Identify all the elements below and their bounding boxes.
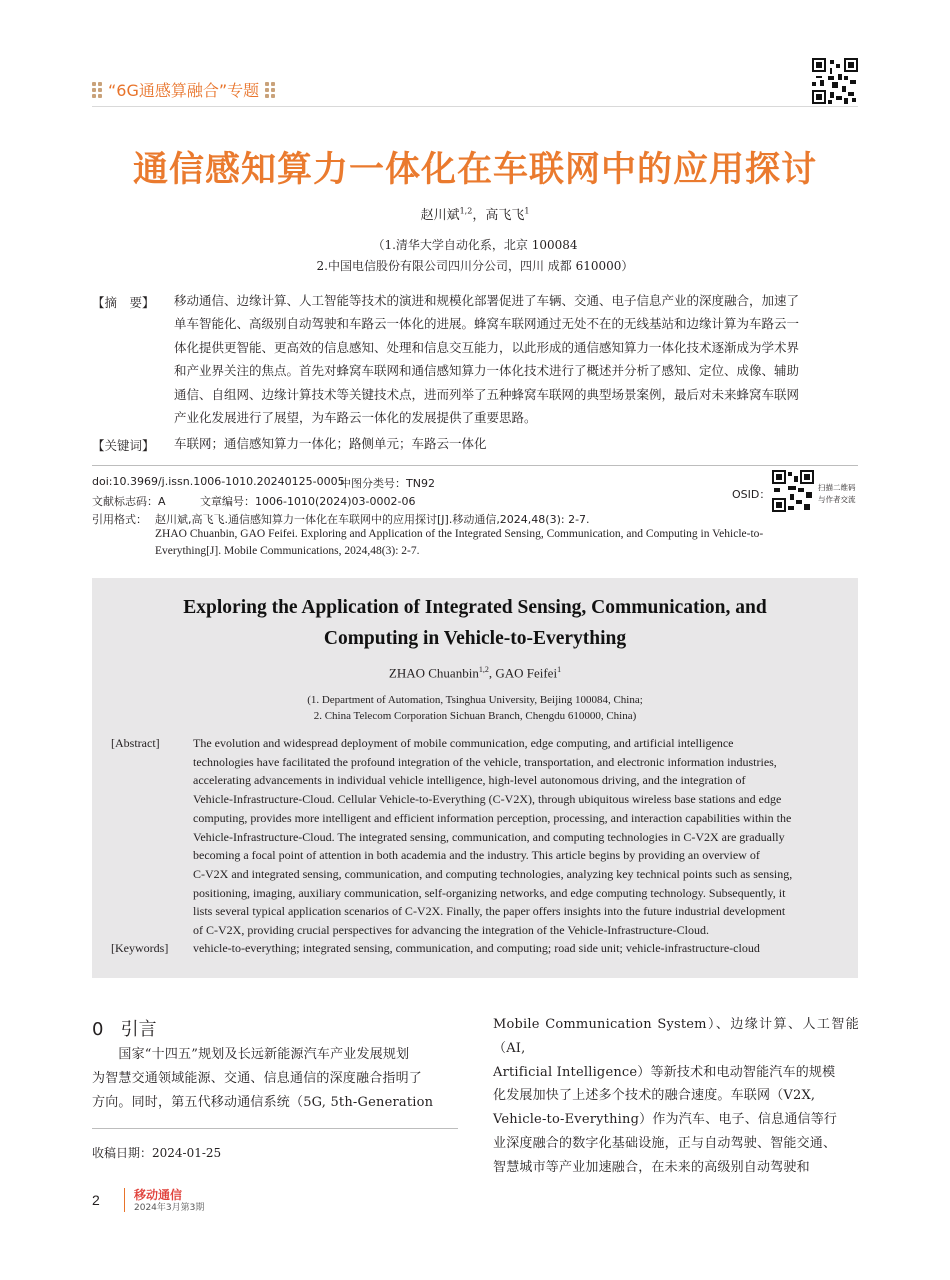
- affiliation-cn-1: （1.清华大学自动化系，北京 100084: [372, 238, 578, 252]
- doi: doi:10.3969/j.issn.1006-1010.20240125-0005: [92, 475, 345, 488]
- qr-caption-2: 与作者交流: [818, 495, 856, 504]
- footer-divider: [124, 1188, 125, 1212]
- english-abstract-label: [Abstract]: [111, 736, 160, 750]
- page-number: 2: [92, 1192, 100, 1208]
- abstract-cn-label: 【摘 要】: [92, 295, 155, 310]
- osid-label: OSID：: [732, 488, 771, 501]
- received-date: 收稿日期：2024-01-25: [92, 1146, 222, 1160]
- article-number: 文章编号：1006-1010(2024)03-0002-06: [200, 495, 416, 508]
- body-left-column: 国家“十四五”规划及长远新能源汽车产业发展规划 为智慧交通领域能源、交通、信息通信的深度融合指明了 方向。同时，第五代移动通信系统（5G, 5th-Generation: [92, 1047, 434, 1110]
- osid-qr-code-icon: [772, 470, 814, 512]
- english-keywords: vehicle-to-everything; integrated sensing, communication, and computing; road side unit; vehicle-infrastructure-cloud: [193, 941, 760, 955]
- section-heading: 0 引言: [92, 1019, 157, 1040]
- special-topic-label: “6G通感算融合”专题: [108, 81, 260, 100]
- affiliation-cn-2: 2.中国电信股份有限公司四川分公司，四川 成都 610000）: [316, 259, 634, 273]
- authors-cn: 赵川斌$^{1,2}$，高飞飞$^1$: [420, 206, 530, 223]
- citation-en-2: Everything[J]. Mobile Communications, 2024,48(3): 2-7.: [155, 545, 420, 557]
- english-affiliation-2: 2. China Telecom Corporation Sichuan Branch, Chengdu 610000, China): [313, 710, 637, 722]
- keywords-cn: 车联网；通信感知算力一体化；路侧单元；车路云一体化: [174, 436, 487, 451]
- document-code: 文献标志码：A: [92, 495, 166, 508]
- english-keywords-label: [Keywords]: [111, 941, 169, 955]
- clc-number: 中图分类号：TN92: [340, 477, 435, 490]
- meta-divider: [92, 465, 858, 466]
- english-authors: ZHAO Chuanbin$^{1,2}$, GAO Feifei$^1$: [388, 665, 562, 681]
- qr-code-icon: [812, 58, 858, 104]
- dots-ornament-icon: [92, 82, 102, 98]
- paper-title: 通信感知算力一体化在车联网中的应用探讨: [132, 150, 817, 190]
- english-title: Exploring the Application of Integrated Sensing, Communication, and Computing in Vehicle-to-Everything: [183, 597, 767, 649]
- footnote-divider: [92, 1128, 458, 1129]
- dots-ornament-icon: [265, 82, 275, 98]
- keywords-cn-label: 【关键词】: [92, 438, 155, 453]
- citation-en-1: ZHAO Chuanbin, GAO Feifei. Exploring and Application of the Integrated Sensing, Communication, and Computing in Vehicle-to-: [155, 528, 764, 540]
- qr-caption-1: 扫描二维码: [818, 483, 856, 492]
- header-divider: [92, 106, 858, 107]
- english-affiliation-1: (1. Department of Automation, Tsinghua University, Beijing 100084, China;: [307, 694, 643, 706]
- english-abstract: The evolution and widespread deployment of mobile communication, edge computing, and artificial intelligence technologies have facilitated the profound integration of the vehicle, transportation, and electronic information industries, accelerating advancements in individual vehicle intelligence, high-level autonomous driving, and the integration of Vehicle-Infrastructure-Cloud. Cellular Vehicle-to-Everything (C-V2X), through ubiquitous wireless base stations and edge computing, provides more intelligent and efficient information perception, processing, and interaction capabilities within the Vehicle-Infrastructure-Cloud. The integrated sensing, communication, and computing technologies in C-V2X are gradually becoming a focal point of attention in both academia and the industry. This article begins by providing an overview of C-V2X and integrated sensing, communication, and computing technologies, analyzing key technical points such as sensing, positioning, imaging, auxiliary communication, self-organizing networks, and edge computing technology. Subsequently, it lists several typical application scenarios of C-V2X. Finally, the paper offers insights into the future industrial development of C-V2X, providing crucial perspectives for advancing the integration of the Vehicle-Infrastructure-Cloud.: [193, 736, 793, 938]
- journal-name: 移动通信: [134, 1188, 183, 1202]
- citation-cn: 赵川斌,高飞飞.通信感知算力一体化在车联网中的应用探讨[J].移动通信,2024,48(3): 2-7.: [155, 513, 590, 526]
- journal-issue: 2024年3月第3期: [134, 1203, 205, 1213]
- abstract-cn: 移动通信、边缘计算、人工智能等技术的演进和规模化部署促进了车辆、交通、电子信息产业的深度融合，加速了 单车智能化、高级别自动驾驶和车路云一体化的进展。蜂窝车联网通过无处不在的无线基站和边缘计算为车路云一 体化提供更智能、更高效的信息感知、处理和信息交互能力，以此形成的通信感知算力一体化技术逐渐成为学术界 和产业界关注的焦点。首先对蜂窝车联网和通信感知算力一体化技术进行了概述并分析了感知、定位、成像、辅助 通信、自组网、边缘计算技术等关键技术点，进而列举了五种蜂窝车联网的典型场景案例，最后对未来蜂窝车联网 产业化发展进行了展望，为车路云一体化的发展提供了重要思路。: [174, 293, 800, 426]
- citation-label: 引用格式：: [92, 513, 147, 526]
- body-right-column: Mobile Communication System）、边缘计算、人工智能（AI, Artificial Intelligence）等新技术和电动智能汽车的规模 化发展加快了上述多个技术的融合速度。车联网（V2X, Vehicle-to-Everything）作为汽车、电子、信息通信等行 业深度融合的数字化基础设施，正与自动驾驶、智能交通、 智慧城市等产业加速融合，在未来的高级别自动驾驶和: [493, 1017, 859, 1175]
- special-topic-banner: [92, 78, 275, 101]
